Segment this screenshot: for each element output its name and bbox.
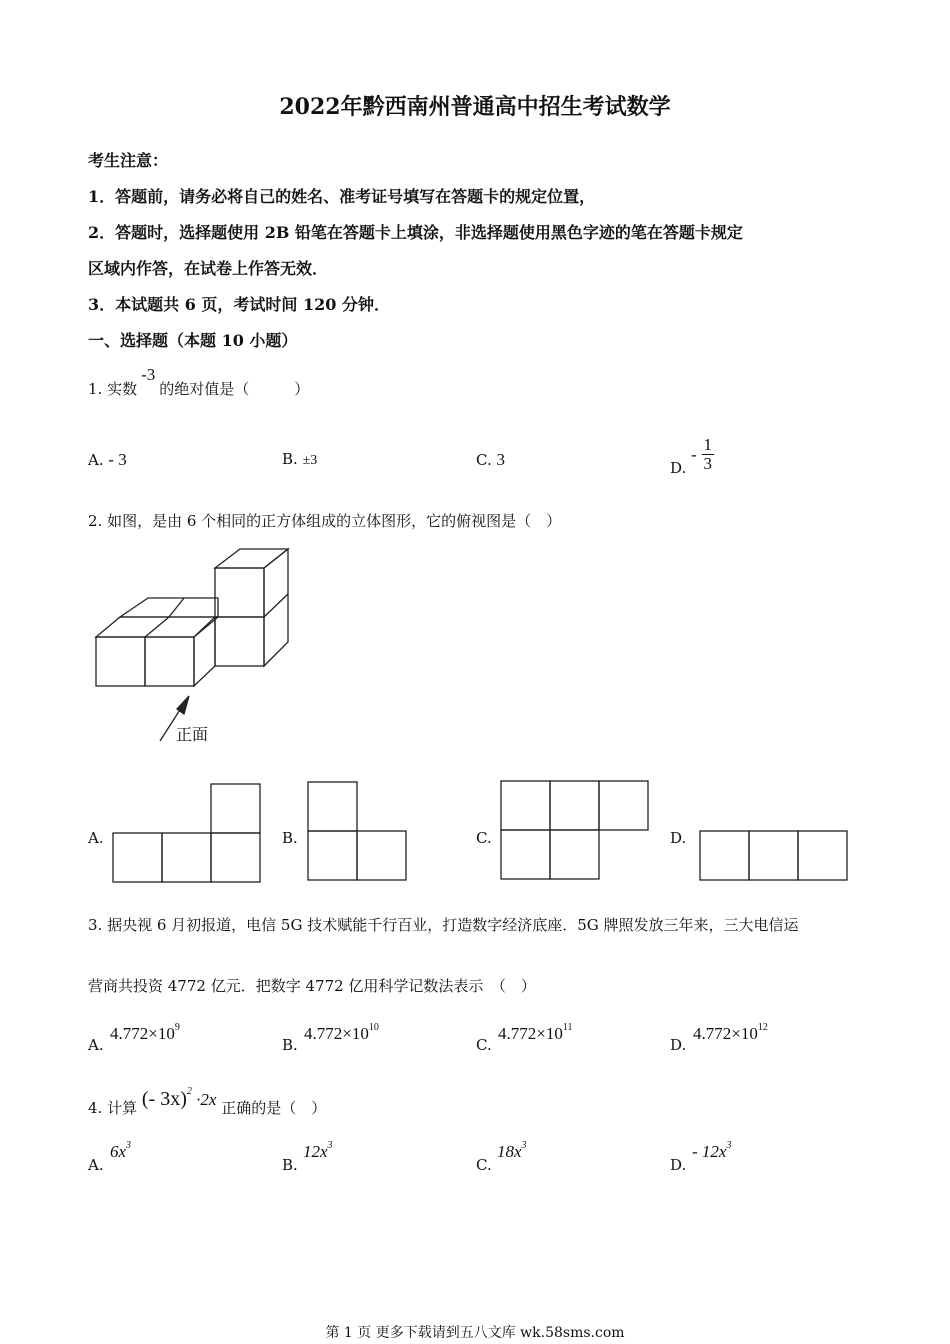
q4-option-d: D. — [670, 1156, 687, 1174]
q1-suffix: 的绝对值是（ ） — [159, 380, 310, 398]
q3-option-d: D. — [670, 1036, 687, 1054]
notice-item-3: 3．本试题共 6 页，考试时间 120 分钟． — [88, 295, 390, 314]
section-heading: 一、选择题（本题 10 小题） — [88, 331, 298, 350]
q3-option-c-value: $4.772\times 10^{11}$ — [498, 1022, 573, 1043]
q2-option-a-label: A. — [88, 829, 104, 847]
q1-prefix: 1. 实数 — [88, 380, 138, 398]
q1-option-c: C. 3 — [476, 450, 505, 469]
page-title: 2022年黔西南州普通高中招生考试数学 — [279, 94, 671, 120]
question-4: 4. 计算 (- 3x)$^2$ ·2x 正确的是（ ） — [88, 1086, 327, 1117]
question-3-line-2: 营商共投资 4772 亿元．把数字 4772 亿用科学记数法表示 （ ） — [88, 977, 536, 995]
q3-option-a: A. — [88, 1036, 104, 1054]
q2-option-b-label: B. — [282, 829, 298, 847]
q2-option-d-figure — [0, 0, 1, 1]
q2-option-c-label: C. — [476, 829, 492, 847]
q4-option-c-value: $18x^3$ — [497, 1140, 527, 1161]
front-label: 正面 — [176, 725, 209, 744]
q1-option-b: B. ±3 — [282, 450, 318, 468]
q4-option-c: C. — [476, 1156, 492, 1174]
q3-option-b: B. — [282, 1036, 298, 1054]
q4-option-b-value: $12x^3$ — [303, 1140, 333, 1161]
q3-option-b-value: $4.772\times 10^{10}$ — [304, 1022, 379, 1043]
notice-item-2: 2．答题时，选择题使用 2B 铅笔在答题卡上填涂，非选择题使用黑色字迹的笔在答题卡规定 — [88, 223, 743, 242]
question-1 — [88, 365, 310, 399]
page-footer: 第 1 页 更多下载请到五八文库 wk.58sms.com — [325, 1325, 625, 1341]
q1-number: -3 — [141, 365, 156, 384]
q1-option-d: D. - $\frac{1}{3}$ — [670, 435, 712, 477]
notice-item-2-cont: 区域内作答，在试卷上作答无效． — [88, 259, 329, 278]
q4-option-b: B. — [282, 1156, 298, 1174]
question-3-line-1: 3. 据央视 6 月初报道，电信 5G 技术赋能千行百业，打造数字经济底座．5G 牌照发放三年来，三大电信运 — [88, 916, 799, 934]
notice-item-1: 1．答题前，请务必将自己的姓名、准考证号填写在答题卡的规定位置， — [88, 187, 596, 206]
q4-option-d-value: - $12x^3$ — [692, 1140, 732, 1161]
q3-option-d-value: $4.772\times 10^{12}$ — [693, 1022, 768, 1043]
q3-option-a-value: $4.772\times 10^9$ — [110, 1022, 180, 1043]
notice-heading: 考生注意： — [88, 151, 169, 170]
q4-option-a-value: $6x^3$ — [110, 1140, 132, 1161]
q1-d-fraction: $\frac{1}{3}$ — [703, 435, 712, 473]
q2-option-d-label: D. — [670, 829, 687, 847]
q3-option-c: C. — [476, 1036, 492, 1054]
q4-expression: (- 3x)$^2$ ·2x — [141, 1086, 217, 1110]
question-2: 2. 如图，是由 6 个相同的正方体组成的立体图形，它的俯视图是（ ） — [88, 512, 562, 530]
q4-option-a: A. — [88, 1156, 104, 1174]
q1-option-a: A. - 3 — [88, 450, 127, 469]
